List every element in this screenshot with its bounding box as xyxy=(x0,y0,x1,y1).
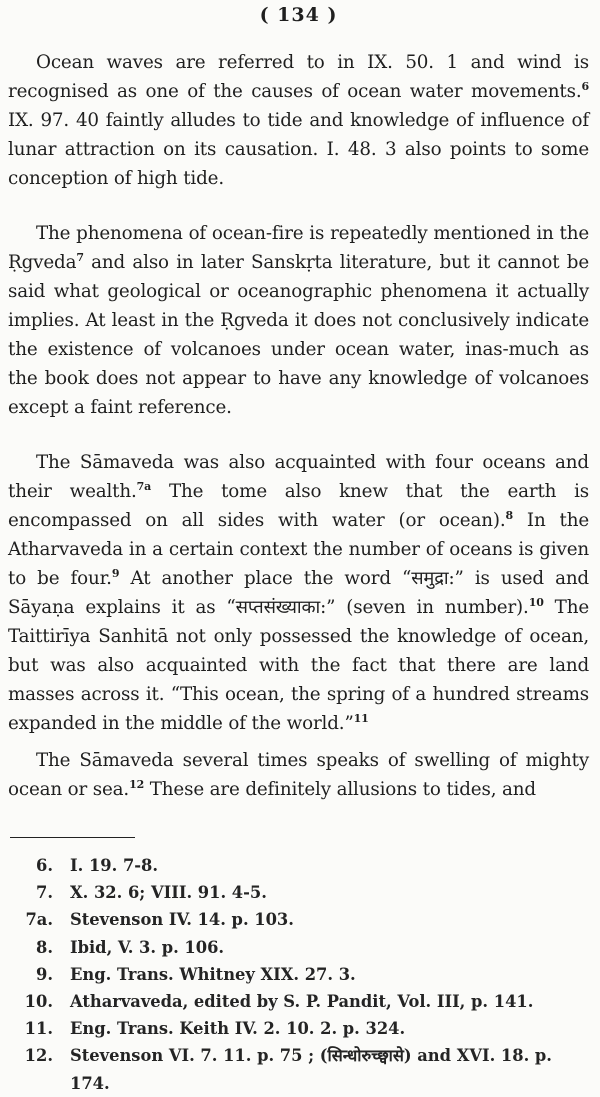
footnote-mark: 11 xyxy=(353,711,369,725)
footnote-item xyxy=(8,988,589,1015)
footnote-text: Atharvaveda, edited by S. P. Pandit, Vol. III, p. 141. xyxy=(70,992,534,1012)
footnote-text: Ibid, V. 3. p. 106. xyxy=(70,937,225,957)
paragraph-ocean-fire xyxy=(8,219,589,422)
footnote-item xyxy=(8,1042,589,1096)
footnote-text: Eng. Trans. Whitney XIX. 27. 3. xyxy=(70,964,356,984)
paragraph-text: The tome also knew that the earth is encompassed on all sides with water (or ocean). xyxy=(8,481,590,531)
paragraph-text: The phenomena of ocean-fire is repeatedly mentioned in the Ṛgveda xyxy=(8,223,589,273)
footnote-number: 10. xyxy=(24,992,53,1012)
footnote-number: 9. xyxy=(36,964,53,984)
footnote-item xyxy=(8,852,589,879)
footnote-mark: 7a xyxy=(136,479,152,493)
footnote-number: 12. xyxy=(24,1046,53,1066)
paragraph-text: At another place the word “समुद्रा:” is used and Sāyaṇa explains it as “सप्तसंख्याका:” (seven in number). xyxy=(8,568,589,618)
page-number: ( 134 ) xyxy=(259,4,338,26)
paragraph-text: and also in later Sanskṛta literature, but it cannot be said what geological or oceanographic phenomena it actually implies. At least in the Ṛgveda it does not conclusively indicate the existence of volcanoes under ocean water, inas-much as the book does not appear to have any knowledge of volcanoes except a faint reference. xyxy=(8,252,589,418)
footnote-mark: 10 xyxy=(528,595,544,609)
paragraph-text: The Taittirīya Sanhitā not only possessed the knowledge of ocean, but was also acquainted with the fact that there are land masses across it. “This ocean, the spring of a hundred streams expanded in the middle of the world.” xyxy=(8,597,590,734)
paragraph-ocean-waves xyxy=(8,48,589,193)
footnote-number: 6. xyxy=(36,856,53,875)
paragraph-text: These are definitely allusions to tides, and xyxy=(144,779,536,800)
footnotes-list xyxy=(8,852,589,1097)
footnote-mark: 12 xyxy=(129,777,145,791)
footnote-mark: 8 xyxy=(505,508,513,522)
footnote-divider xyxy=(10,837,135,838)
paragraph-samaveda-oceans xyxy=(8,448,589,738)
paragraph-text: Ocean waves are referred to in IX. 50. 1 and wind is recognised as one of the causes of ocean water movements. xyxy=(8,52,589,102)
paragraph-text: The Sāmaveda was also acquainted with four oceans and their wealth. xyxy=(8,452,589,502)
footnote-mark: 9 xyxy=(111,566,120,580)
footnote-mark: 7 xyxy=(76,250,84,264)
footnote-text: Stevenson IV. 14. p. 103. xyxy=(70,910,294,930)
paragraph-text: IX. 97. 40 faintly alludes to tide and knowledge of influence of lunar attraction on its causation. I. 48. 3 also points to some conception of high tide. xyxy=(8,110,589,189)
footnote-text: Eng. Trans. Keith IV. 2. 10. 2. p. 324. xyxy=(70,1019,406,1039)
footnote-number: 7a. xyxy=(25,910,53,930)
footnote-number: 7. xyxy=(36,883,53,903)
footnote-number: 8. xyxy=(36,937,53,957)
paragraph-text: The Sāmaveda several times speaks of swelling of mighty ocean or sea. xyxy=(8,750,589,800)
paragraph-text: In the Atharvaveda in a certain context the number of oceans is given to be four. xyxy=(8,510,589,589)
footnote-number: 11. xyxy=(24,1019,53,1039)
footnote-item xyxy=(8,879,589,906)
footnote-item xyxy=(8,961,589,988)
paragraph-swelling-ocean xyxy=(8,746,589,804)
footnote-item xyxy=(8,934,589,961)
footnote-text: I. 19. 7-8. xyxy=(70,856,159,875)
footnote-text: X. 32. 6; VIII. 91. 4-5. xyxy=(70,883,267,903)
footnote-mark: 6 xyxy=(581,79,589,93)
footnote-item xyxy=(8,1015,589,1042)
footnote-text: Stevenson VI. 7. 11. p. 75 ; (सिन्धोरुच्छ्वासे) and XVI. 18. p. 174. xyxy=(70,1046,552,1093)
footnote-item xyxy=(8,906,589,933)
